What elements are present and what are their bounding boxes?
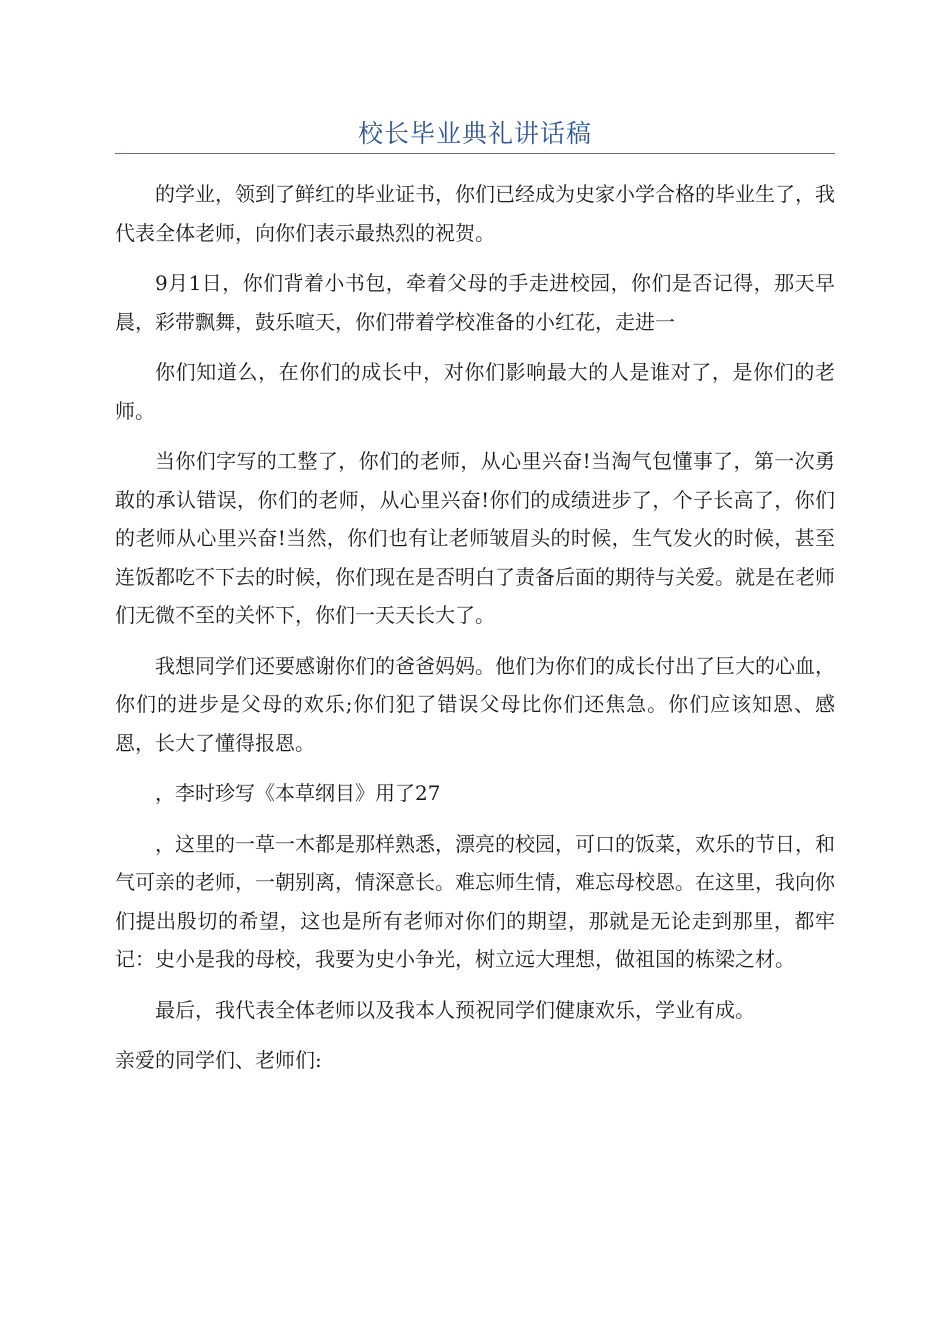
paragraph-8: 最后，我代表全体老师以及我本人预祝同学们健康欢乐，学业有成。 [155, 997, 755, 1022]
title-underline [115, 153, 835, 154]
paragraph-4: 当你们字写的工整了，你们的老师，从心里兴奋!当淘气包懂事了，第一次勇敢的承认错误，你们的老师，从心里兴奋!你们的成绩进步了，个子长高了，你们的老师从心里兴奋!当然，你们也有让老师皱眉头的时候，生气发火的时候，甚至连饭都吃不下去的时候，你们现在是否明白了责备后面的期待与关爱。就是在老师们无微不至的关怀下，你们一天天长大了。 [115, 449, 835, 627]
document-body [115, 175, 835, 1092]
paragraph-6: ，李时珍写《本草纲目》用了27 [155, 781, 441, 805]
paragraph-5: 我想同学们还要感谢你们的爸爸妈妈。他们为你们的成长付出了巨大的心血，你们的进步是父母的欢乐;你们犯了错误父母比你们还焦急。你们应该知恩、感恩，长大了懂得报恩。 [115, 653, 835, 755]
document-title: 校长毕业典礼讲话稿 [357, 119, 592, 148]
paragraph-1: 的学业，领到了鲜红的毕业证书，你们已经成为史家小学合格的毕业生了，我代表全体老师，向你们表示最热烈的祝贺。 [115, 182, 835, 245]
paragraph-3: 你们知道么，在你们的成长中，对你们影响最大的人是谁对了，是你们的老师。 [115, 360, 835, 423]
paragraph-2: 9月1日，你们背着小书包，牵着父母的手走进校园，你们是否记得，那天早晨，彩带飘舞，鼓乐喧天，你们带着学校准备的小红花，走进一 [115, 271, 835, 334]
paragraph-9: 亲爱的同学们、老师们: [115, 1048, 322, 1072]
paragraph-7: ，这里的一草一木都是那样熟悉，漂亮的校园，可口的饭菜，欢乐的节日，和气可亲的老师，一朝别离，情深意长。难忘师生情，难忘母校恩。在这里，我向你们提出殷切的希望，这也是所有老师对你们的期望，那就是无论走到那里，都牢记：史小是我的母校，我要为史小争光，树立远大理想，做祖国的栋梁之材。 [115, 831, 835, 971]
